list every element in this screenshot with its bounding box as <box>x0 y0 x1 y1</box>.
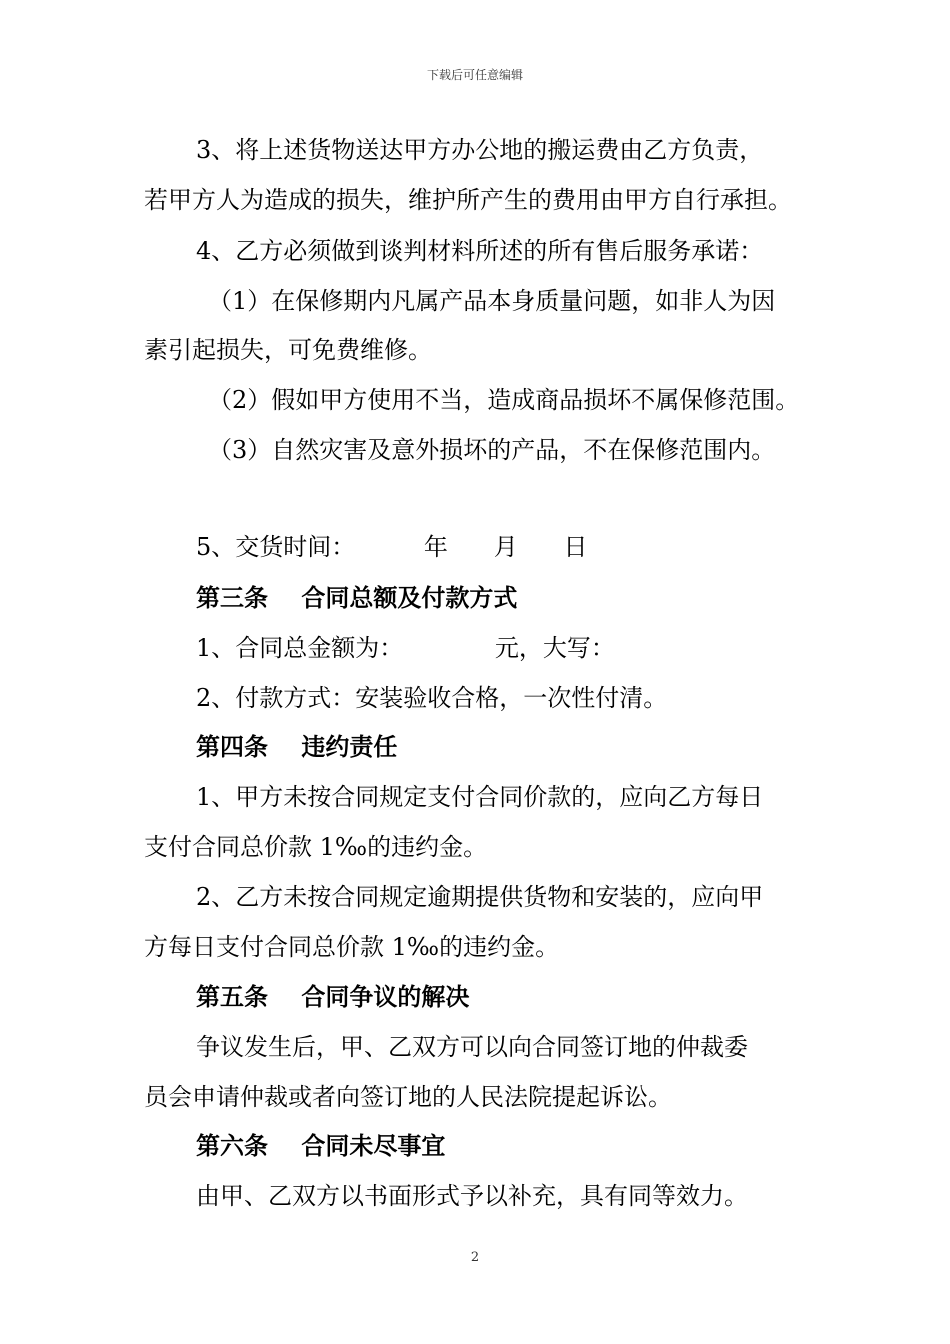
clause-line: 2、乙方未按合同规定逾期提供货物和安装的，应向甲 <box>196 883 764 911</box>
delivery-time-line: 5、交货时间： 年 月 日 <box>196 533 588 561</box>
clause-line: 3、将上述货物送达甲方办公地的搬运费由乙方负责， <box>196 136 764 164</box>
clause-line: 若甲方人为造成的损失，维护所产生的费用由甲方自行承担。 <box>144 186 792 214</box>
clause-line: 1、合同总金额为： 元，大写： <box>196 634 615 662</box>
clause-line: 1、甲方未按合同规定支付合同价款的，应向乙方每日 <box>196 783 764 811</box>
article-heading: 第三条 合同总额及付款方式 <box>196 584 518 612</box>
clause-line: （1）在保修期内凡属产品本身质量问题，如非人为因 <box>208 287 776 315</box>
clause-line: 素引起损失，可免费维修。 <box>144 336 432 364</box>
clause-line: 4、乙方必须做到谈判材料所述的所有售后服务承诺： <box>196 237 764 265</box>
article-heading: 第六条 合同未尽事宜 <box>196 1132 446 1160</box>
clause-line: 支付合同总价款 1‰的违约金。 <box>144 833 488 861</box>
clause-line: 争议发生后，甲、乙双方可以向合同签订地的仲裁委 <box>196 1033 748 1061</box>
page-header: 下载后可任意编辑 <box>426 68 523 82</box>
clause-line: （3）自然灾害及意外损坏的产品，不在保修范围内。 <box>208 436 776 464</box>
page-number: 2 <box>470 1250 480 1265</box>
clause-line: 方每日支付合同总价款 1‰的违约金。 <box>144 933 560 961</box>
article-heading: 第五条 合同争议的解决 <box>196 983 470 1011</box>
clause-line: 员会申请仲裁或者向签订地的人民法院提起诉讼。 <box>144 1083 672 1111</box>
article-heading: 第四条 违约责任 <box>196 733 398 761</box>
clause-line: （2）假如甲方使用不当，造成商品损坏不属保修范围。 <box>208 386 800 414</box>
clause-line: 2、付款方式：安装验收合格，一次性付清。 <box>196 684 668 712</box>
clause-line: 由甲、乙双方以书面形式予以补充，具有同等效力。 <box>196 1182 748 1210</box>
